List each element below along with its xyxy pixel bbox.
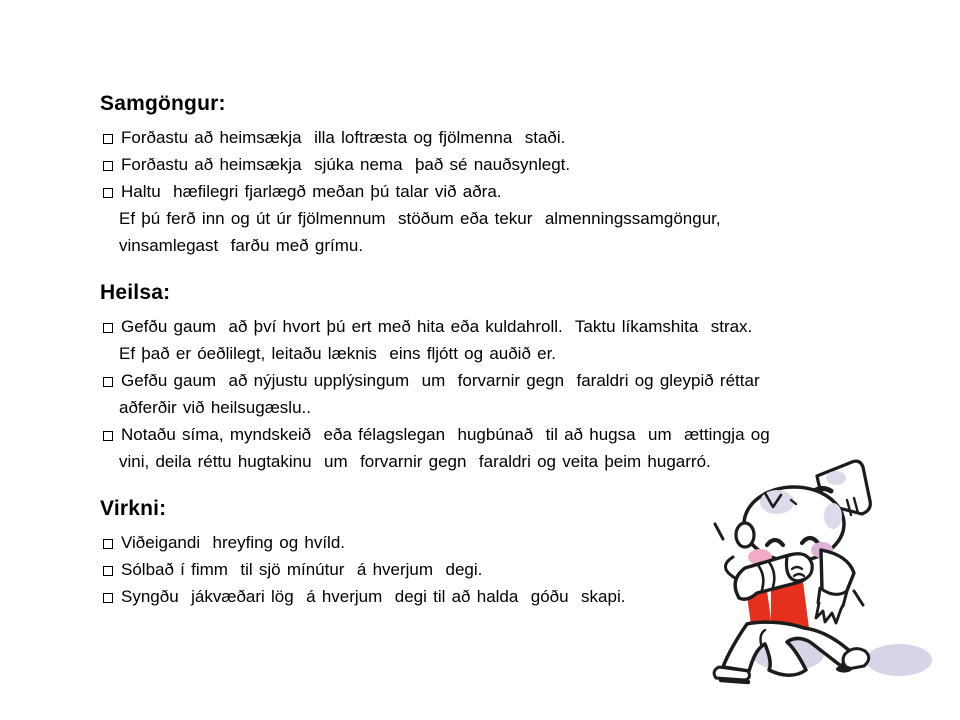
list-item-text: Gefðu gaum að því hvort þú ert með hita eða kuldahroll. Taktu líkamshita strax. bbox=[121, 317, 753, 336]
list-item-continuation bbox=[100, 205, 930, 232]
head-side-shading bbox=[824, 503, 842, 529]
list-item-text: Ef það er óeðlilegt, leitaðu læknis eins fljótt og auðið er. bbox=[119, 344, 557, 363]
section-title: Samgöngur: bbox=[100, 92, 226, 115]
section-title: Heilsa: bbox=[100, 281, 171, 304]
bullet-square-icon bbox=[103, 323, 113, 333]
right-shoe-sole bbox=[836, 665, 852, 672]
list-item bbox=[100, 124, 930, 151]
bullet-square-icon bbox=[103, 134, 113, 144]
section-samgongur bbox=[100, 90, 930, 259]
list-item bbox=[100, 151, 930, 178]
left-shoe-sole bbox=[721, 680, 748, 682]
list-item-text: aðferðir við heilsugæslu.. bbox=[119, 398, 311, 417]
list-item-text: vinsamlegast farðu með grímu. bbox=[119, 236, 364, 255]
motion-line bbox=[725, 557, 735, 578]
list-item bbox=[100, 421, 930, 448]
list-item-text: Forðastu að heimsækja sjúka nema það sé nauðsynlegt. bbox=[121, 155, 571, 174]
list-item-text: Sólbað í fimm til sjö mínútur á hverjum degi. bbox=[121, 560, 483, 579]
floor-shadow bbox=[866, 644, 932, 676]
list-item-text: Syngðu jákvæðari lög á hverjum degi til að halda góðu skapi. bbox=[121, 587, 626, 606]
list-item-continuation bbox=[100, 394, 930, 421]
bullet-square-icon bbox=[103, 377, 113, 387]
bullet-square-icon bbox=[103, 431, 113, 441]
list-item bbox=[100, 178, 930, 205]
list-item bbox=[100, 313, 930, 340]
list-item-text: Gefðu gaum að nýjustu upplýsingum um forvarnir gegn faraldri og gleypið réttar bbox=[121, 371, 760, 390]
pants bbox=[723, 622, 853, 675]
bullet-square-icon bbox=[103, 539, 113, 549]
list-item-text: Notaðu síma, myndskeið eða félagslegan hugbúnað til að hugsa um ættingja og bbox=[121, 425, 770, 444]
bullet-square-icon bbox=[103, 593, 113, 603]
bullet-square-icon bbox=[103, 188, 113, 198]
list-item-text: Viðeigandi hreyfing og hvíld. bbox=[121, 533, 346, 552]
list-item-text: Ef þú ferð inn og út úr fjölmennum stöðum eða tekur almenningssamgöngur, bbox=[119, 209, 721, 228]
section-heilsa bbox=[100, 279, 930, 475]
ear bbox=[736, 523, 754, 547]
list-item-text: Forðastu að heimsækja illa loftræsta og fjölmenna staði. bbox=[121, 128, 566, 147]
motion-line bbox=[715, 524, 723, 539]
bullet-square-icon bbox=[103, 566, 113, 576]
list-item bbox=[100, 367, 930, 394]
right-arm bbox=[821, 550, 854, 595]
right-hand bbox=[816, 603, 843, 623]
section-title: Virkni: bbox=[100, 497, 167, 520]
coughing-kid-illustration bbox=[695, 458, 955, 698]
topknot-shading bbox=[826, 471, 846, 485]
list-item-text: vini, deila réttu hugtakinu um forvarnir gegn faraldri og veita þeim hugarró. bbox=[119, 452, 711, 471]
motion-line bbox=[854, 591, 863, 605]
list-item-text: Haltu hæfilegri fjarlægð meðan þú talar við aðra. bbox=[121, 182, 502, 201]
bullet-square-icon bbox=[103, 161, 113, 171]
list-item-continuation bbox=[100, 340, 930, 367]
list-item-continuation bbox=[100, 232, 930, 259]
